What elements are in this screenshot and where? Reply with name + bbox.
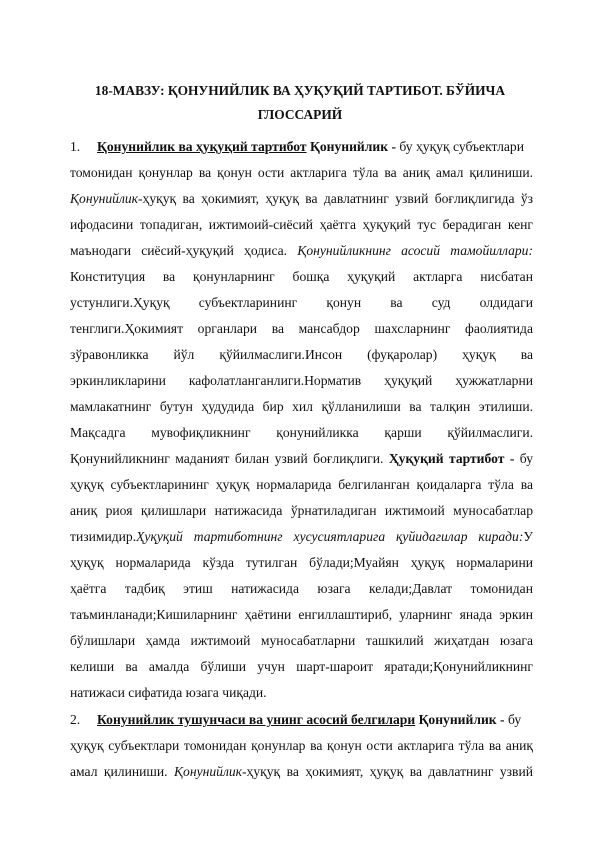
body-line bbox=[70, 189, 533, 209]
body-text: -ҳуқуқ ва ҳокимият, ҳуқуқ ва давлатнинг узвий боғлиқлигида ўз bbox=[138, 191, 533, 206]
body-line: натижаси сифатида юзага чиқади. bbox=[70, 685, 267, 700]
body-line: ҳуқуқ субъектларининг ҳуқуқ нормаларида белгиланган қоидаларга тўла ва bbox=[70, 477, 533, 492]
body-text: бу bbox=[514, 451, 533, 466]
body-line: зўравонликка йўл қўйилмаслиги.Инсон (фуқаролар) ҳуқуқ ва bbox=[70, 347, 533, 362]
body-text: бу ҳуқуқ субъектлари bbox=[395, 139, 525, 154]
section-1-heading-line bbox=[70, 137, 533, 157]
body-line: мамлакатнинг бутун ҳудудида бир хил қўлланилиши ва талқин этилиши. bbox=[70, 399, 533, 414]
body-line: ҳуқуқ нормаларида кўзда тутилган бўлади;Муайян ҳуқуқ нормаларини bbox=[70, 555, 533, 570]
body-text: маънодаги сиёсий-ҳуқуқий ҳодиса. bbox=[70, 243, 298, 258]
body-line: Конституция ва қонунларнинг бошқа ҳуқуқий актларга нисбатан bbox=[70, 269, 533, 284]
body-line: таъминланади;Кишиларнинг ҳаётини енгиллаштириб, уларнинг янада эркин bbox=[70, 607, 533, 622]
body-line: устунлиги.Ҳуқуқ субъектларининг қонун ва суд олдидаги bbox=[70, 295, 533, 310]
body-line: томонидан қонунлар ва қонун ости актларига тўла ва аниқ амал қилиниши. bbox=[70, 165, 533, 180]
body-line: Мақсадга мувофиқликнинг қонунийликка қарши қўйилмаслиги. bbox=[70, 425, 533, 440]
section-2-heading-line bbox=[70, 710, 533, 730]
body-text: -ҳуқуқ ва ҳокимият, ҳуқуқ ва давлатнинг узвий bbox=[242, 764, 533, 779]
body-text: бу bbox=[504, 712, 522, 727]
body-text: тизимидир. bbox=[70, 529, 137, 544]
body-line: келиши ва амалда бўлиши учун шарт-шароит яратади;Қонунийликнинг bbox=[70, 659, 533, 674]
page-title-line-2: ГЛОССАРИЙ bbox=[257, 107, 343, 122]
section-2-heading: Конунийлик тушунчаси ва унинг асосий белгилари bbox=[97, 712, 416, 727]
body-text: Қонунийликнинг маданият билан узвий боғлиқлиги. bbox=[70, 451, 389, 466]
term-qonuniylik: Қонунийлик - bbox=[309, 139, 396, 154]
body-line: ҳаётга тадбиқ этиш натижасида юзага келади;Давлат томонидан bbox=[70, 581, 533, 596]
italic-subheading: Қонунийликнинг асосий тамойиллари: bbox=[297, 243, 533, 258]
section-2-number: 2. bbox=[70, 712, 81, 727]
body-line: ифодасини топадиган, ижтимоий-сиёсий ҳаётга ҳуқуқий тус берадиган кенг bbox=[70, 217, 533, 232]
term-qonuniylik: Қонунийлик - bbox=[418, 712, 505, 727]
body-line bbox=[70, 449, 533, 469]
body-line: аниқ риоя қилишлари натижасида ўрнатиладиган ижтимоий муносабатлар bbox=[70, 503, 533, 518]
term-huquqiy-tartibot: Ҳуқуқий тартибот - bbox=[388, 451, 515, 466]
body-line: бўлишлари ҳамда ижтимоий муносабатларни ташкилий жиҳатдан юзага bbox=[70, 633, 533, 648]
italic-term: Қонунийлик bbox=[70, 191, 139, 206]
body-line: эркинликларини кафолатланганлиги.Норматив ҳуқуқий ҳужжатларни bbox=[70, 373, 533, 388]
section-1-heading: Қонунийлик ва ҳуқуқий тартибот bbox=[97, 139, 307, 154]
body-line bbox=[70, 527, 533, 547]
section-1-number: 1. bbox=[70, 139, 81, 154]
italic-subheading: Ҳуқуқий тартиботнинг хусусиятларига қуйидагилар киради: bbox=[136, 529, 524, 544]
body-line: ҳуқуқ субъектлари томонидан қонунлар ва қонун ости актларига тўла ва аниқ bbox=[70, 738, 533, 753]
body-text: У bbox=[523, 529, 533, 544]
body-line bbox=[70, 241, 533, 261]
body-line bbox=[70, 762, 533, 782]
body-text: амал қилиниши. bbox=[70, 764, 174, 779]
page-title-line-1: 18-МАВЗУ: ҚОНУНИЙЛИК ВА ҲУҚУҚИЙ ТАРТИБОТ. БЎЙИЧА bbox=[94, 83, 506, 98]
body-line: тенглиги.Ҳокимият органлари ва мансабдор шахсларнинг фаолиятида bbox=[70, 321, 533, 336]
italic-term: Қонунийлик bbox=[174, 764, 243, 779]
